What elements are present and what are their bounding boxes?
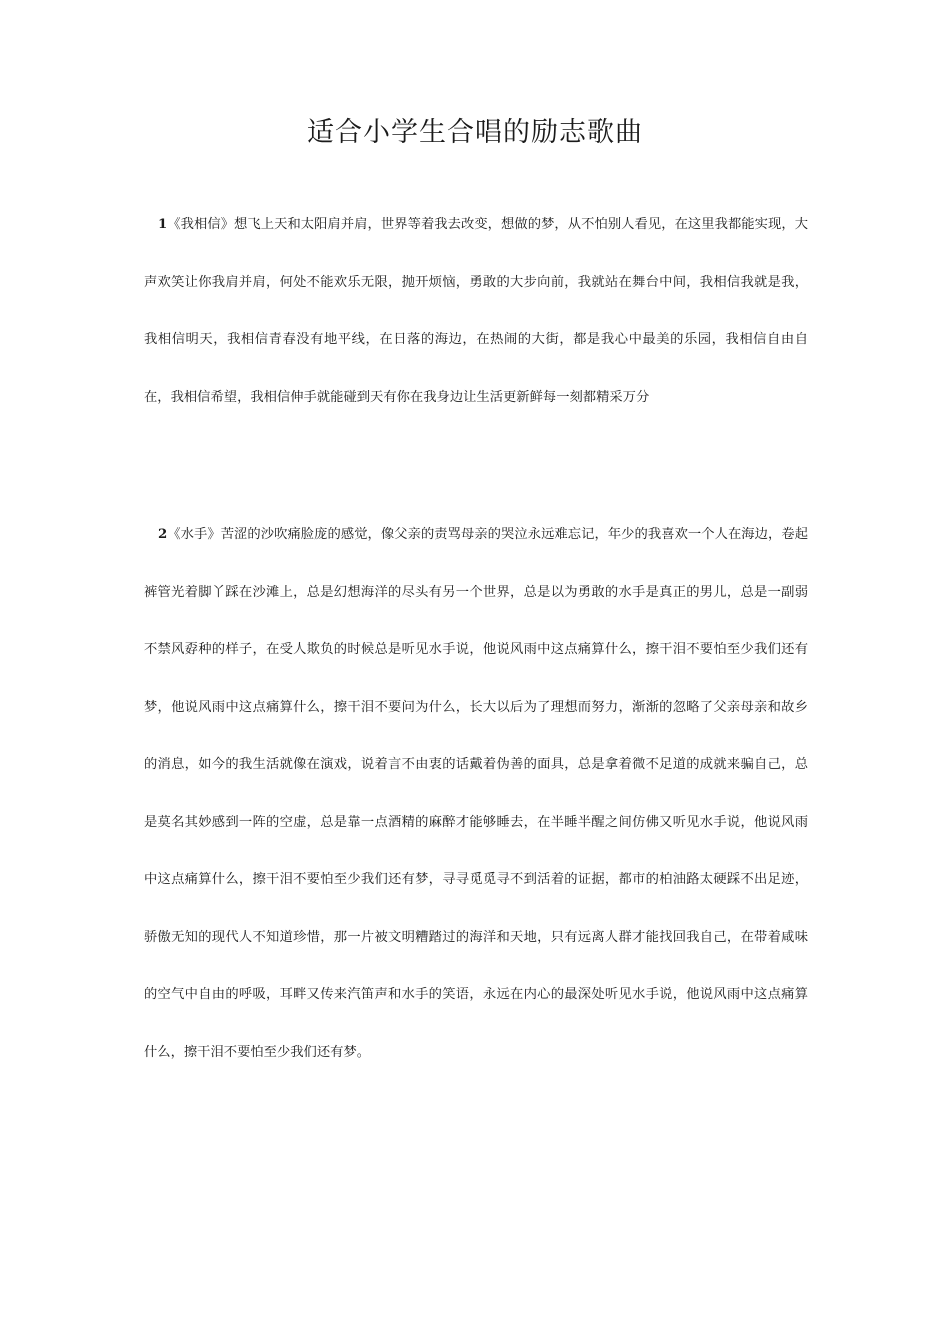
song-text: 《我相信》想飞上天和太阳肩并肩，世界等着我去改变，想做的梦，从不怕别人看见，在这里我都能实现，大声欢笑让你我肩并肩，何处不能欢乐无限，抛开烦恼，勇敢的大步向前，我就站在舞台中间，我相信我就是我，我相信明天，我相信青春没有地平线，在日落的海边，在热闹的大街，都是我心中最美的乐园，我相信自由自在，我相信希望，我相信伸手就能碰到天有你在我身边让生活更新鲜每一刻都精采万分 [144,217,808,405]
song-paragraph-2 [144,506,808,1081]
song-text: 《水手》苦涩的沙吹痛脸庞的感觉，像父亲的责骂母亲的哭泣永远难忘记，年少的我喜欢一个人在海边，卷起裤管光着脚丫踩在沙滩上，总是幻想海洋的尽头有另一个世界，总是以为勇敢的水手是真正的男儿，总是一副弱不禁风孬种的样子，在受人欺负的时候总是听见水手说，他说风雨中这点痛算什么，擦干泪不要怕至少我们还有梦，他说风雨中这点痛算什么，擦干泪不要问为什么，长大以后为了理想而努力，渐渐的忽略了父亲母亲和故乡的消息，如今的我生活就像在演戏，说着言不由衷的话戴着伪善的面具，总是拿着微不足道的成就来骗自己，总是莫名其妙感到一阵的空虚，总是靠一点酒精的麻醉才能够睡去，在半睡半醒之间仿佛又听见水手说，他说风雨中这点痛算什么，擦干泪不要怕至少我们还有梦，寻寻觅觅寻不到活着的证据，都市的柏油路太硬踩不出足迹，骄傲无知的现代人不知道珍惜，那一片被文明糟踏过的海洋和天地，只有远离人群才能找回我自己，在带着咸味的空气中自由的呼吸，耳畔又传来汽笛声和水手的笑语，永远在内心的最深处听见水手说，他说风雨中这点痛算什么，擦干泪不要怕至少我们还有梦。 [144,527,808,1060]
document-title: 适合小学生合唱的励志歌曲 [307,117,643,148]
song-number: 1 [158,217,168,232]
song-paragraph-1 [144,196,808,426]
song-number: 2 [158,527,168,542]
